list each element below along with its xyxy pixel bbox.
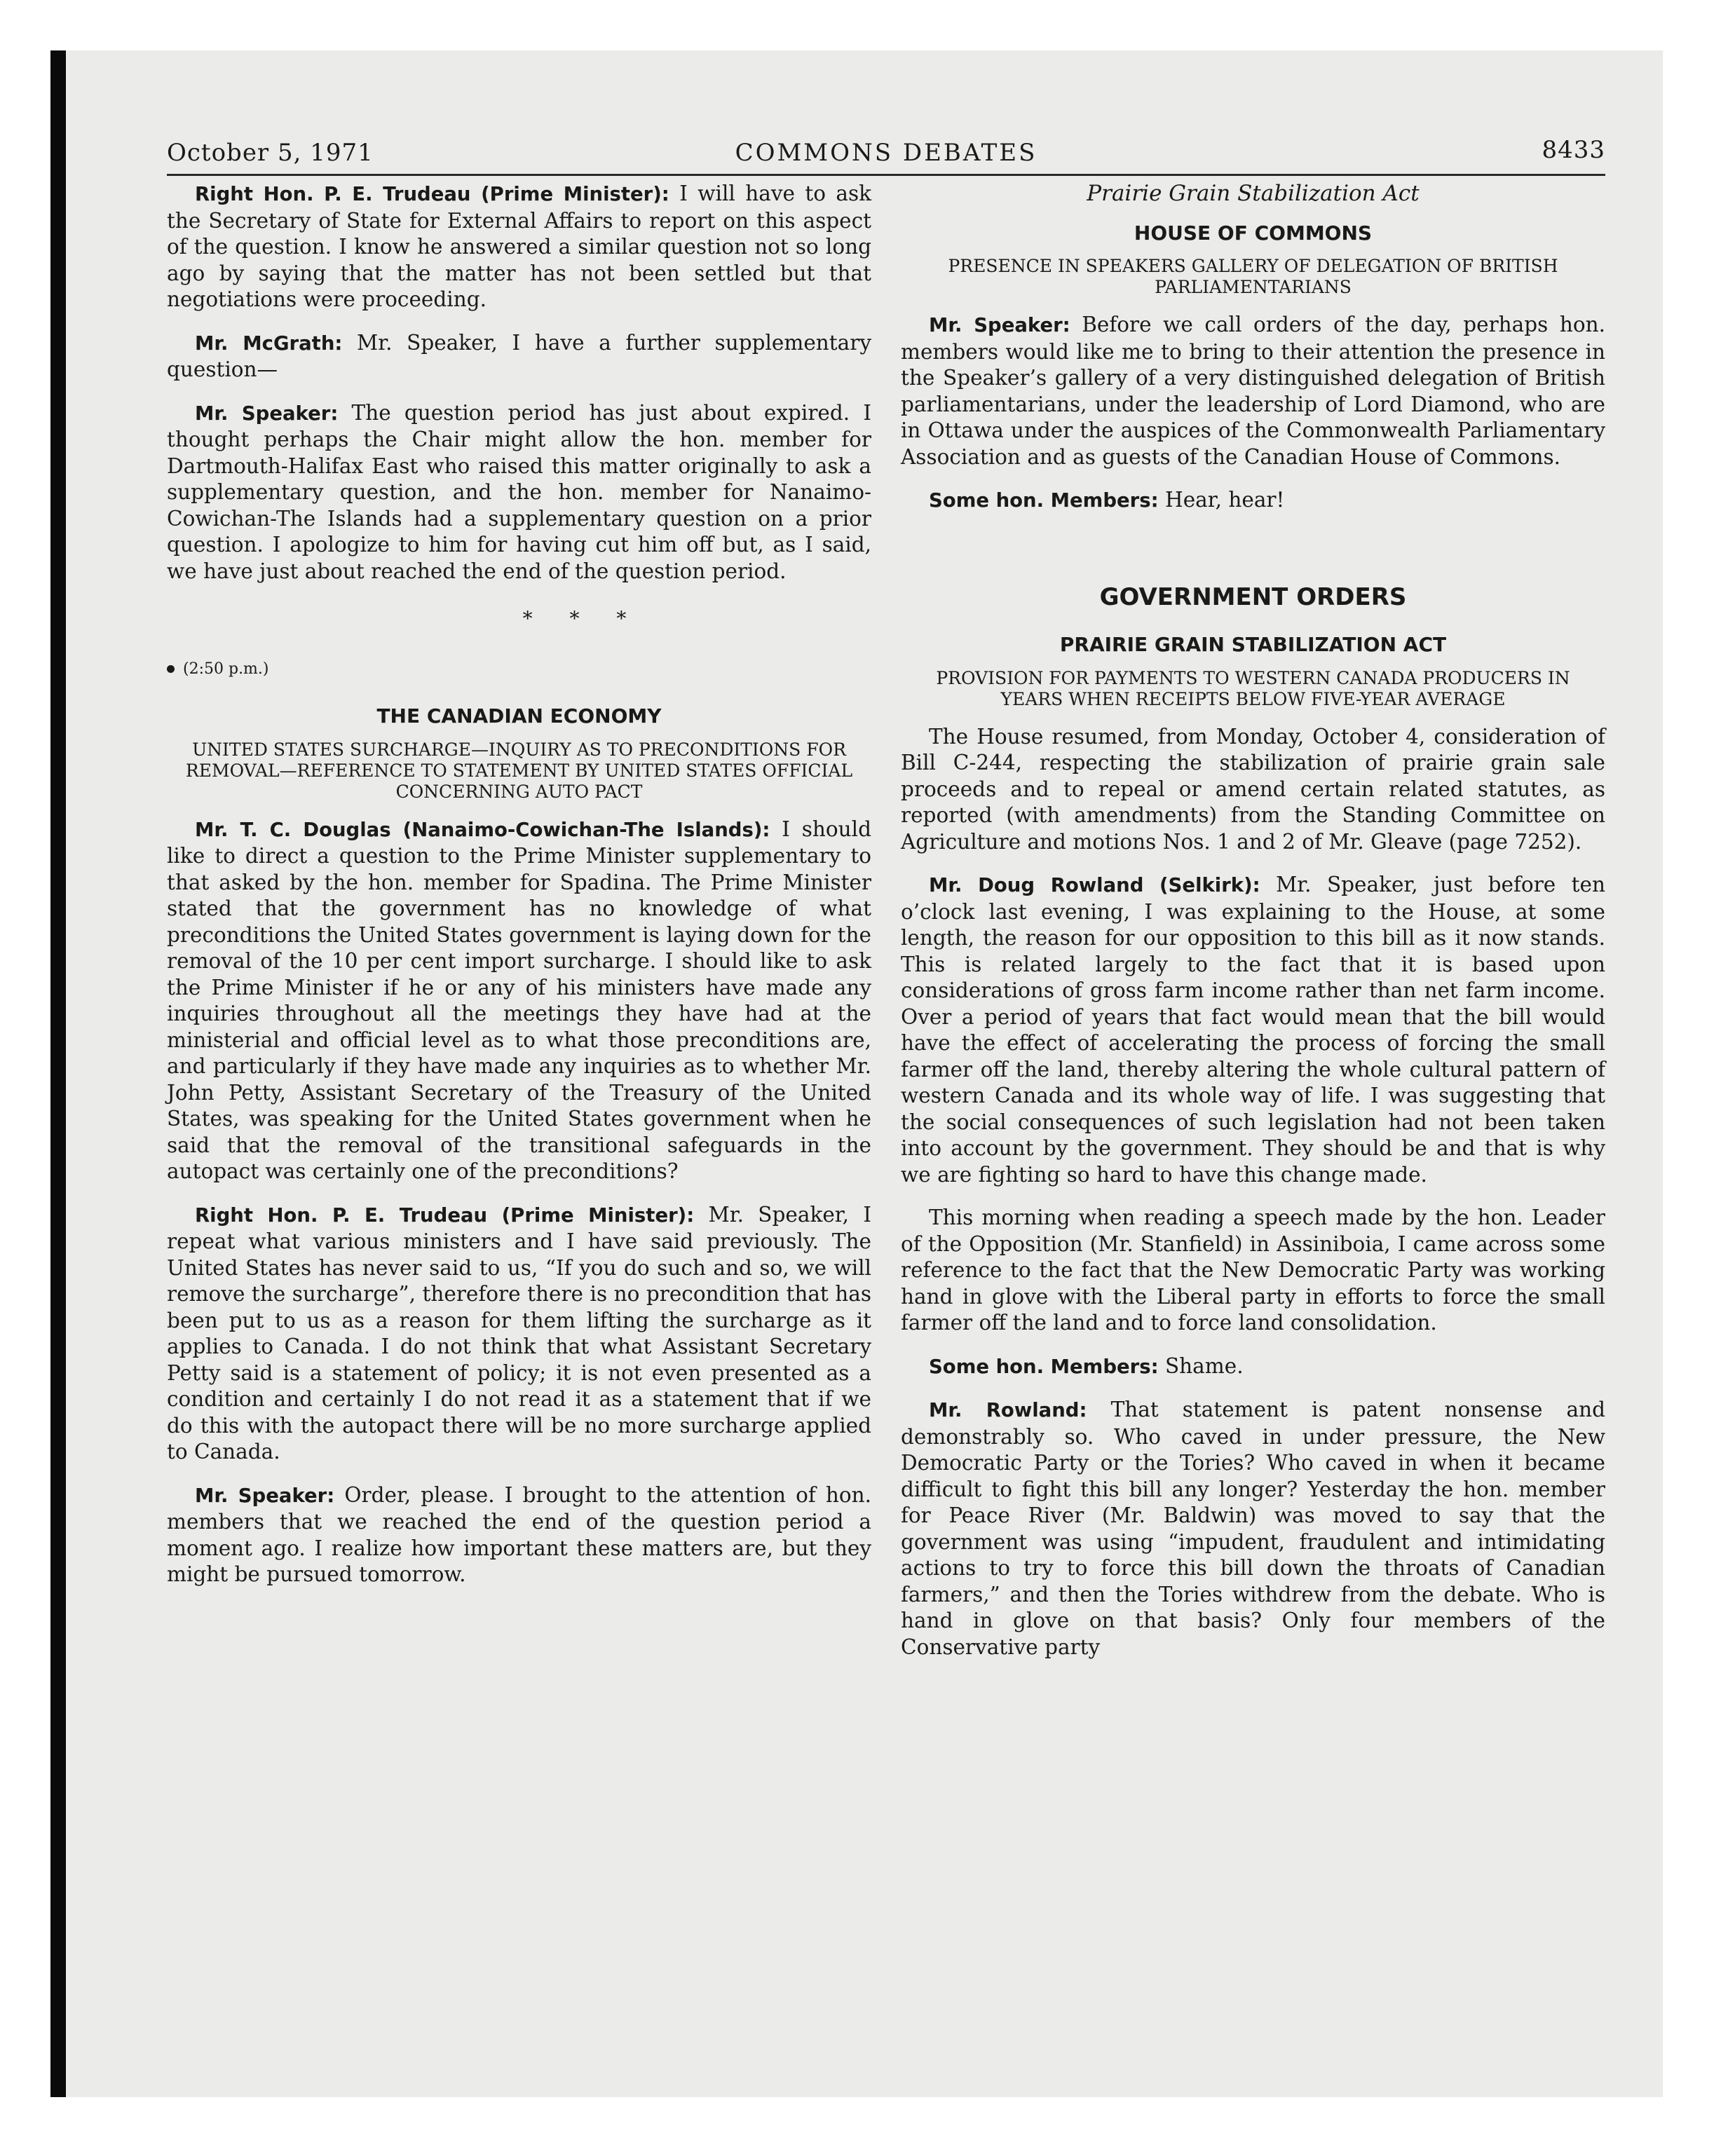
speech-text: I will have to ask the Secretary of State for External Affairs to report on this aspect of the question. I know he answered a similar question not so long ago by saying that the matter has not been settled but that negotiations were proceeding. (167, 182, 871, 311)
speaker-name: Mr. Rowland: (929, 1399, 1087, 1421)
speaker-name: Mr. Speaker: (195, 402, 339, 425)
header-page-number: 8433 (1542, 136, 1605, 164)
speaker-name: Mr. Speaker: (195, 1484, 335, 1507)
paragraph (167, 400, 871, 585)
left-column (167, 181, 871, 1605)
speaker-name: Right Hon. P. E. Trudeau (Prime Minister): (195, 183, 669, 205)
paragraph (167, 817, 871, 1185)
speech-text: Mr. Speaker, I repeat what various ministers and I have said previously. The United States has never said to us, “If you do such and so, we will remove the surcharge”, therefore there is no precondition that has been put to us as a reason for them lifting the surcharge as it applies to Canada. I do not think that what Assistant Secretary Petty said is a statement of policy; it is not even presented as a condition and certainly I do not read it as a statement that if we do this with the autopact there will be no more surcharge applied to Canada. (167, 1202, 871, 1464)
header-date: October 5, 1971 (167, 139, 374, 167)
paragraph (167, 1202, 871, 1466)
speech-text: Hear, hear! (1158, 488, 1285, 512)
speech-text: The question period has just about expired. I thought perhaps the Chair might allow the hon. member for Dartmouth-Halifax East who raised this matter originally to ask a supplementary question, and the hon. member for Nanaimo-Cowichan-The Islands had a supplementary question on a prior question. I apologize to him for having cut him off but, as I said, we have just about reached the end of the question period. (167, 400, 871, 583)
paragraph: This morning when reading a speech made by the hon. Leader of the Opposition (Mr. Stanfield) in Assiniboia, I came across some reference to the fact that the New Democratic Party was working hand in glove with the Liberal party in efforts to force the small farmer off the land and to force land consolidation. (901, 1206, 1605, 1335)
act-subheading: PROVISION FOR PAYMENTS TO WESTERN CANADA PRODUCERS IN YEARS WHEN RECEIPTS BELOW FIVE-YEAR AVERAGE (936, 667, 1570, 709)
section-separator: * * * (522, 607, 642, 630)
paragraph (167, 330, 871, 383)
section-heading: THE CANADIAN ECONOMY (376, 704, 662, 728)
paragraph (901, 312, 1605, 470)
speaker-name: Mr. McGrath: (195, 332, 343, 355)
speech-text: I should like to direct a question to the Prime Minister supplementary to that asked by the hon. member for Spadina. The Prime Minister stated that the government has no knowledge of what preconditions the United States government is laying down for the removal of the 10 per cent import surcharge. I should like to ask the Prime Minister if he or any of his ministers have made any inquiries throughout all the meetings they have had at the ministerial and official level as to what those preconditions are, and particularly if they have made any inquiries as to whether Mr. John Petty, Assistant Secretary of the Treasury of the United States, was speaking for the United States government when he said that the removal of the transitional safeguards in the autopact was certainly one of the preconditions? (167, 817, 871, 1183)
speech-text: That statement is patent nonsense and demonstrably so. Who caved in under pressure, the New Democratic Party or the Tories? Who caved in when it became difficult to fight this bill any longer? Yesterday the hon. member for Peace River (Mr. Baldwin) was moved to say that the government was using “impudent, fraudulent and intimidating actions to try to force this bill down the throats of Canadian farmers,” and then the Tories withdrew from the debate. Who is hand in glove on that basis? Only four members of the Conservative party (901, 1398, 1605, 1659)
speaker-name: Some hon. Members: (929, 489, 1159, 512)
running-head: Prairie Grain Stabilization Act (1087, 181, 1420, 206)
page-header (167, 136, 1605, 176)
speech-text: Before we call orders of the day, perhaps hon. members would like me to bring to their attention the presence in the Speaker’s gallery of a very distinguished delegation of British parliamentarians, under the leadership of Lord Diamond, who are in Ottawa under the auspices of the Commonwealth Parliamentary Association and as guests of the Canadian House of Commons. (901, 313, 1605, 469)
right-column (901, 181, 1605, 1677)
paragraph (901, 1397, 1605, 1660)
speech-text: Shame. (1158, 1353, 1244, 1378)
speaker-name: Right Hon. P. E. Trudeau (Prime Minister): (195, 1203, 695, 1227)
speaker-name: Some hon. Members: (929, 1355, 1159, 1378)
paragraph: The House resumed, from Monday, October 4, consideration of Bill C-244, respecting the stabilization of prairie grain sale proceeds and to repeal or amend certain related statutes, as reported (with amendments) from the Standing Committee on Agriculture and motions Nos. 1 and 2 of Mr. Gleave (page 7252). (901, 724, 1605, 854)
speaker-name: Mr. Doug Rowland (Selkirk): (929, 874, 1260, 896)
paragraph (901, 872, 1605, 1188)
time-marker-text: (2:50 p.m.) (183, 660, 269, 678)
bullet-icon (167, 665, 175, 673)
speech-text: Mr. Speaker, just before ten o’clock last evening, I was explaining to the House, at some length, the reason for our opposition to this bill as it now stands. This is related largely to the fact that it is based upon considerations of gross farm income rather than net farm income. Over a period of years that fact would mean that the bill would have the effect of accelerating the process of forcing the small farmer off the land, thereby altering the whole cultural pattern of western Canada and its whole way of life. I was suggesting that the social consequences of such legislation had not been taken into account by the government. They should be and that is why we are fighting so hard to have this change made. (901, 873, 1605, 1187)
speaker-name: Mr. T. C. Douglas (Nanaimo-Cowichan-The Islands): (195, 818, 770, 841)
scan-edge-bar (50, 50, 66, 2097)
paragraph (901, 487, 1605, 514)
speech-text: Mr. Speaker, I have a further supplementary question— (167, 330, 871, 381)
header-title: COMMONS DEBATES (735, 139, 1037, 167)
section-subheading: UNITED STATES SURCHARGE—INQUIRY AS TO PRECONDITIONS FOR REMOVAL—REFERENCE TO STATEMENT BY UNITED STATES OFFICIAL CONCERNING AUTO PACT (185, 739, 853, 802)
speaker-name: Mr. Speaker: (929, 314, 1070, 336)
paragraph (901, 1353, 1605, 1381)
paragraph (167, 1482, 871, 1588)
government-orders-heading: GOVERNMENT ORDERS (1099, 582, 1407, 611)
time-marker (167, 656, 871, 683)
act-heading: PRAIRIE GRAIN STABILIZATION ACT (1059, 633, 1447, 656)
house-subheading: PRESENCE IN SPEAKERS GALLERY OF DELEGATION OF BRITISH PARLIAMENTARIANS (948, 256, 1558, 297)
paragraph (167, 181, 871, 313)
speech-text: Order, please. I brought to the attention of hon. members that we reached the end of the question period a moment ago. I realize how important these matters are, but they might be pursued tomorrow. (167, 1482, 871, 1586)
house-heading: HOUSE OF COMMONS (1134, 221, 1373, 245)
